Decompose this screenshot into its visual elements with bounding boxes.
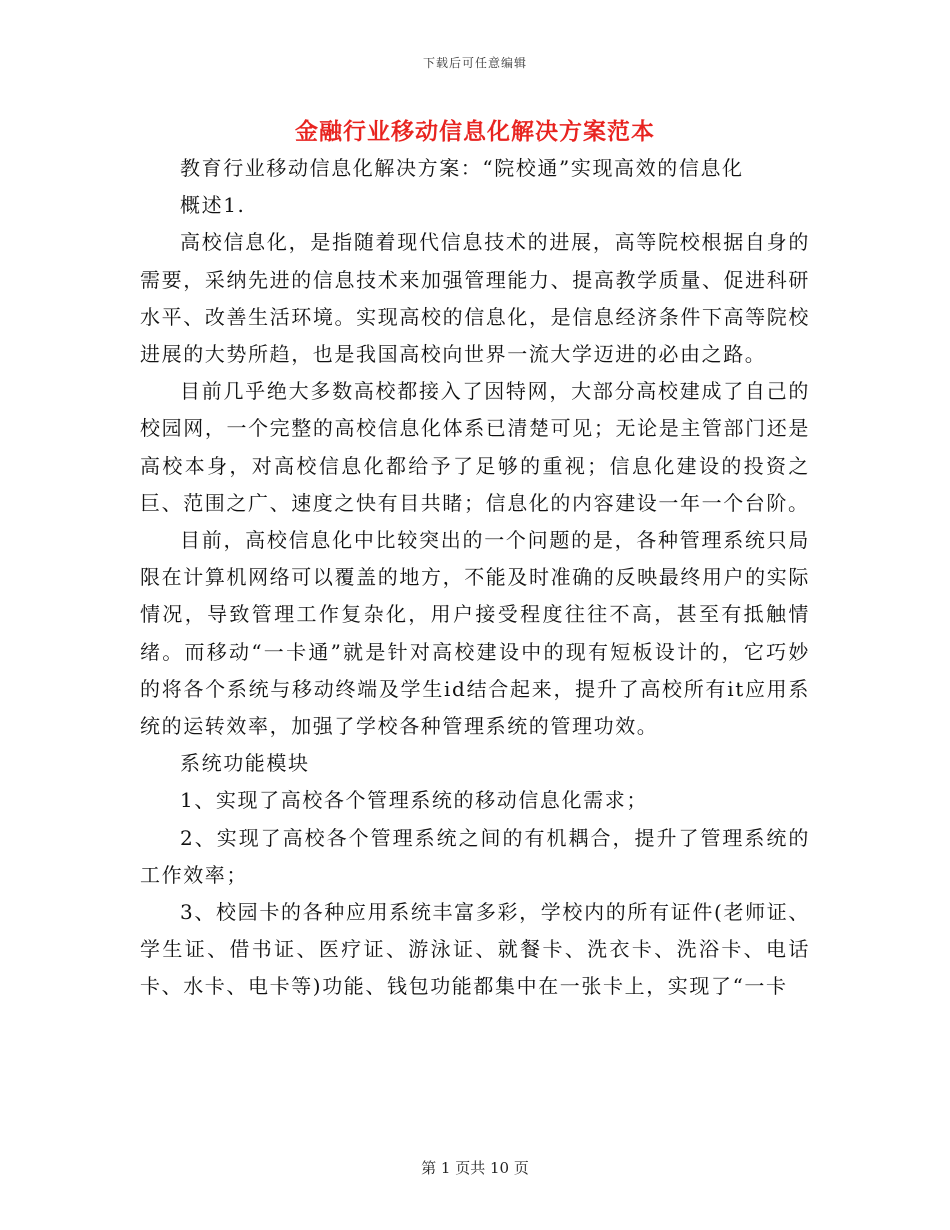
body-paragraph: 高校信息化，是指随着现代信息技术的进展，高等院校根据自身的需要，采纳先进的信息技术来加强管理能力、提高教学质量、促进科研水平、改善生活环境。实现高校的信息化，是信息经济条件下高等院校进展的大势所趋，也是我国高校向世界一流大学迈进的必由之路。	[140, 230, 810, 367]
list-item: 1、实现了高校各个管理系统的移动信息化需求；	[180, 788, 648, 813]
header-note: 下载后可任意编辑	[422, 56, 527, 70]
document-title: 金融行业移动信息化解决方案范本	[295, 118, 655, 145]
body-paragraph: 目前几乎绝大多数高校都接入了因特网，大部分高校建成了自己的校园网，一个完整的高校信息化体系已清楚可见；无论是主管部门还是高校本身，对高校信息化都给予了足够的重视；信息化建设的投资之巨、范围之广、速度之快有目共睹；信息化的内容建设一年一个台阶。	[140, 379, 810, 515]
body-paragraph: 概述1.	[180, 193, 246, 218]
document-body	[140, 150, 810, 1006]
body-paragraph: 教育行业移动信息化解决方案：“院校通”实现高效的信息化	[180, 156, 744, 180]
list-item: 3、校园卡的各种应用系统丰富多彩，学校内的所有证件(老师证、学生证、借书证、医疗证、游泳证、就餐卡、洗衣卡、洗浴卡、电话卡、水卡、电卡等)功能、钱包功能都集中在一张卡上，实现了“一卡	[140, 900, 810, 999]
page-footer: 第 1 页共 10 页	[421, 1159, 529, 1177]
list-item: 2、实现了高校各个管理系统之间的有机耦合，提升了管理系统的工作效率；	[140, 825, 810, 887]
body-paragraph: 目前，高校信息化中比较突出的一个问题的是，各种管理系统只局限在计算机网络可以覆盖的地方，不能及时准确的反映最终用户的实际情况，导致管理工作复杂化，用户接受程度往往不高，甚至有抵触情绪。而移动“一卡通”就是针对高校建设中的现有短板设计的，它巧妙的将各个系统与移动终端及学生id结合起来，提升了高校所有it应用系统的运转效率，加强了学校各种管理系统的管理功效。	[140, 528, 810, 739]
section-heading: 系统功能模块	[180, 751, 310, 776]
